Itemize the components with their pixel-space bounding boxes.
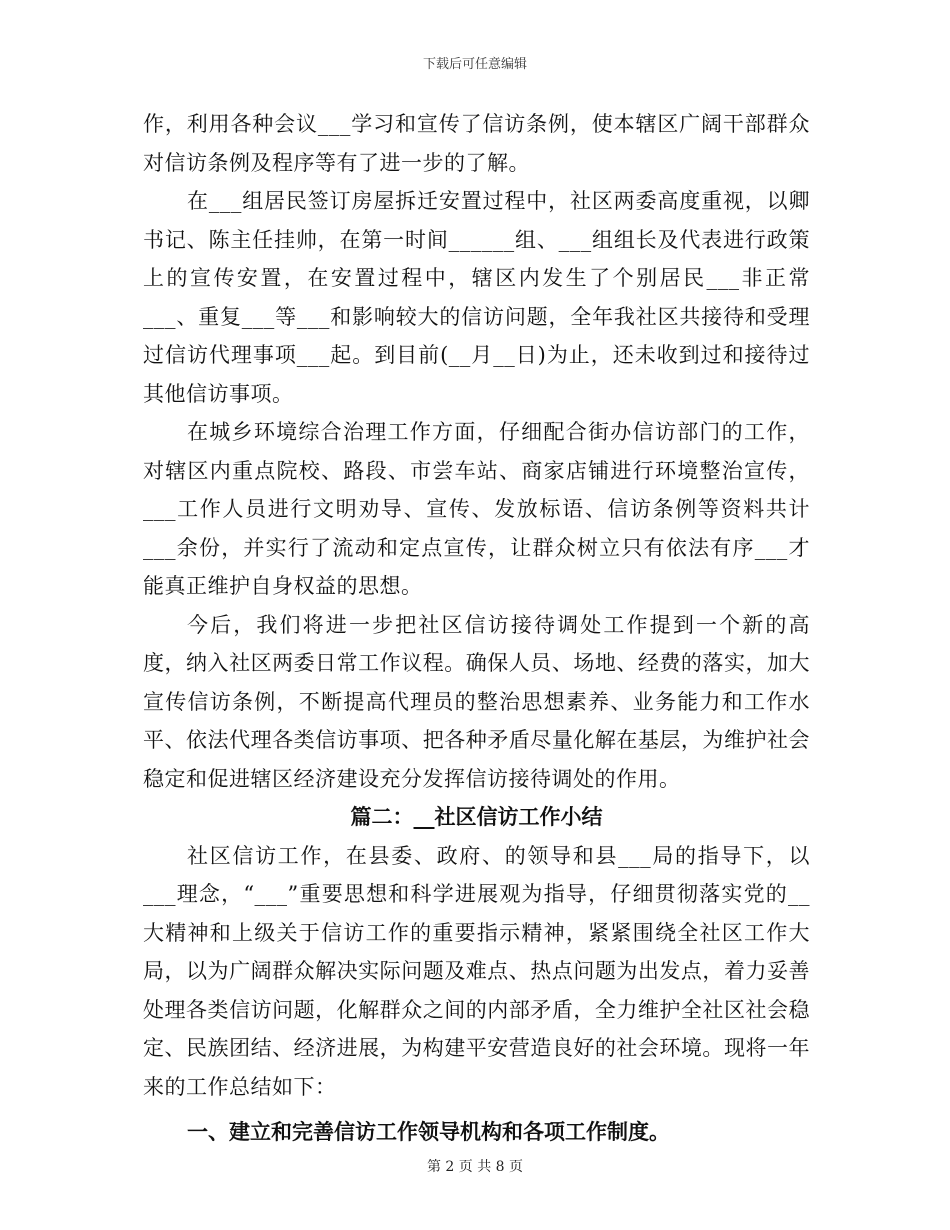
page-header: 下载后可任意编辑: [422, 57, 527, 72]
paragraph-future: 今后，我们将进一步把社区信访接待调处工作提到一个新的高度，纳入社区两委日常工作议程。确保人员、场地、经费的落实，加大宣传信访条例，不断提高代理员的整治思想素养、业务能力和工作水平、依法代理各类信访事项、把各种矛盾尽量化解在基层，为维护社会稳定和促进辖区经济建设充分发挥信访接待调处的作用。: [143, 612, 810, 791]
document-body: [143, 105, 810, 1152]
paragraph-continuation: 作，利用各种会议___学习和宣传了信访条例，使本辖区广阔干部群众对信访条例及程序等有了进一步的了解。: [143, 112, 810, 175]
section-title: 篇二：__社区信访工作小结: [350, 804, 603, 829]
page-number: 第 2 页 共 8 页: [426, 1159, 524, 1175]
section-paragraph: 社区信访工作，在县委、政府、的领导和县___局的指导下，以___理念，“___”重要思想和科学进展观为指导，仔细贯彻落实党的__大精神和上级关于信访工作的重要指示精神，紧紧围绕全社区工作大局，以为广阔群众解决实际问题及难点、热点问题为出发点，着力妥善处理各类信访问题，化解群众之间的内部矛盾，全力维护全社区社会稳定、民族团结、经济进展，为构建平安营造良好的社会环境。现将一年来的工作总结如下：: [143, 843, 810, 1099]
paragraph-relocation: 在___组居民签订房屋拆迁安置过程中，社区两委高度重视，以卿书记、陈主任挂帅，在第一时间______组、___组组长及代表进行政策上的宣传安置，在安置过程中，辖区内发生了个别居民___非正常___、重复___等___和影响较大的信访问题，全年我社区共接待和受理过信访代理事项___起。到目前(__月__日)为止，还未收到过和接待过其他信访事项。: [143, 189, 810, 406]
subheading: 一、建立和完善信访工作领导机构和各项工作制度。: [187, 1119, 670, 1144]
paragraph-environment: 在城乡环境综合治理工作方面，仔细配合街办信访部门的工作，对辖区内重点院校、路段、市尝车站、商家店铺进行环境整治宣传，___工作人员进行文明劝导、宣传、发放标语、信访条例等资料共计___余份，并实行了流动和定点宣传，让群众树立只有依法有序___才能真正维护自身权益的思想。: [143, 420, 810, 598]
